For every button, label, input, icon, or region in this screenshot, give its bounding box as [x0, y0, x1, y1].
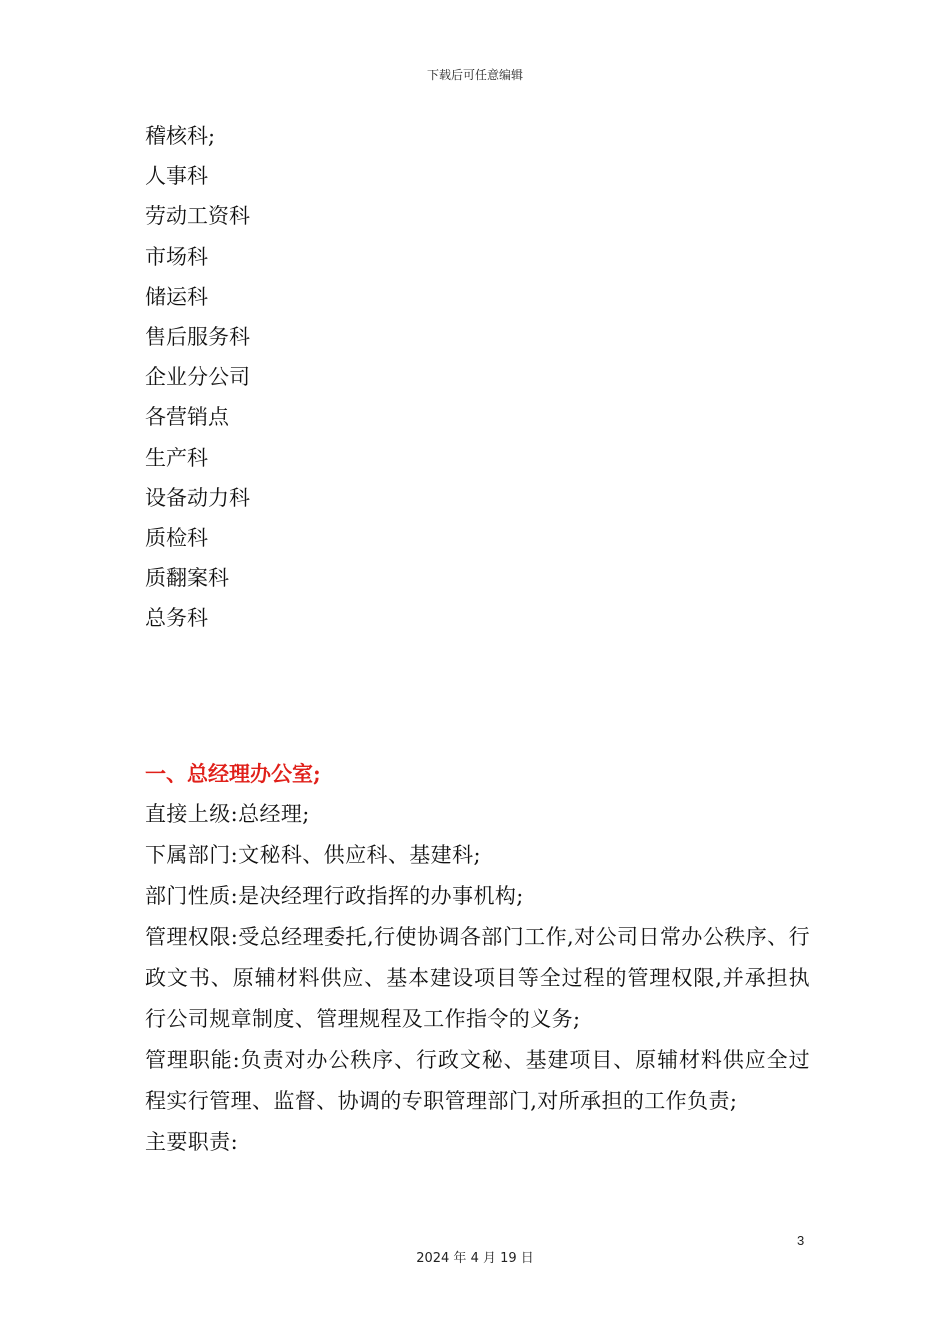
list-item: 劳动工资科 — [145, 204, 250, 229]
list-item: 质检科 — [145, 525, 208, 550]
department-nature-paragraph: 部门性质:是决经理行政指挥的办事机构; — [145, 884, 524, 908]
footer-date: 2024 年 4 月 19 日 — [416, 1251, 534, 1266]
list-item: 质翻案科 — [145, 566, 229, 591]
direct-superior-paragraph: 直接上级:总经理; — [145, 802, 310, 826]
list-item: 企业分公司 — [145, 365, 250, 390]
subordinate-depts-paragraph: 下属部门:文秘科、供应科、基建科; — [145, 843, 481, 867]
section-heading: 一、总经理办公室; — [145, 761, 321, 786]
general-manager-office-section — [145, 754, 810, 1163]
list-item: 人事科 — [145, 164, 208, 189]
list-item: 各营销点 — [145, 405, 229, 430]
list-item: 稽核科; — [145, 124, 216, 148]
list-item: 储运科 — [145, 284, 208, 309]
list-item: 生产科 — [145, 445, 208, 470]
management-authority-paragraph: 管理权限:受总经理委托,行使协调各部门工作,对公司日常办公秩序、行政文书、原辅材料供应、基本建设项目等全过程的管理权限,并承担执行公司规章制度、管理规程及工作指令的义务; — [145, 925, 810, 1031]
department-list — [145, 116, 810, 638]
page-number: 3 — [797, 1233, 805, 1248]
list-item: 总务科 — [145, 606, 208, 631]
document-body — [145, 116, 810, 638]
list-item: 市场科 — [145, 244, 208, 269]
list-item: 售后服务科 — [145, 324, 250, 349]
list-item: 设备动力科 — [145, 485, 250, 510]
page-header: 下载后可任意编辑 — [426, 68, 523, 82]
main-duties-paragraph: 主要职责: — [145, 1130, 239, 1154]
management-functions-paragraph: 管理职能:负责对办公秩序、行政文秘、基建项目、原辅材料供应全过程实行管理、监督、协调的专职管理部门,对所承担的工作负责; — [145, 1048, 810, 1113]
